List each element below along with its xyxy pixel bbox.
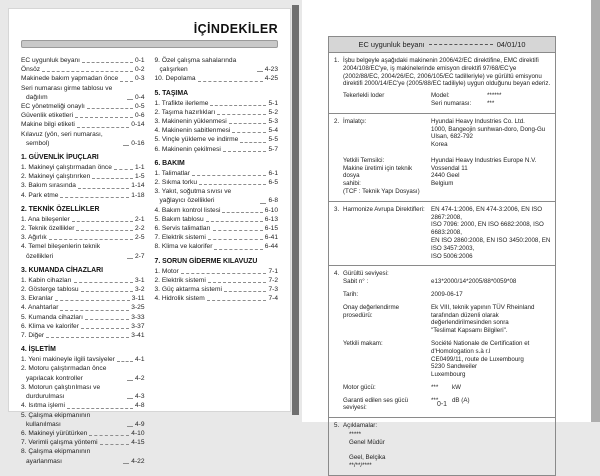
toc-entry [21,181,145,190]
toc-entry [155,56,279,74]
toc-page-number: 4-22 [131,457,145,465]
dash-leader [213,230,263,231]
toc-entry-label: 1. Yeni makineyle ilgili tavsiyeler [21,356,115,364]
toc-entry-label: 2. Makineyi çalıştırırken [21,173,91,181]
toc-entry [21,438,145,447]
certificate-label: Sabit n° : [343,278,369,286]
toc-page-number: 6-41 [264,234,278,242]
toc-entry-label: 4. Isıtma işlemi [21,402,65,410]
declaration-statement: İşbu belgeyle aşağıdaki makinenin 2006/42/EC direktifine, EMC direktifi 2004/108/EC'ye, iş makinelerinde emisyon direktifi 97/68/EC'ye (2002/88/EC, 2004/26/EC, 2006/105/EC tadilleriyle) ve gürültü emisyonu direktifi 2000/14/EC'ye (2005/88/EC tadiliyle) uygun olduğunu beyan ederiz. [343,57,551,88]
dash-leader [206,221,263,222]
standard-line: EN ISO 2860:2008, EN ISO 3450:2008, EN ISO 3457:2003, [431,236,551,252]
toc-entry [155,294,279,303]
toc-entry [155,117,279,126]
toc-entry [21,322,145,331]
toc-entry-label: 3. Bakım sırasında [21,182,76,190]
toc-entry-label: 1. Trafikte ilerleme [154,99,209,107]
dash-leader [72,221,133,222]
dash-leader [232,132,266,133]
toc-section-heading: 1. GÜVENLİK İPUÇLARI [21,154,99,162]
toc-column-left [21,56,145,466]
authority-line: CE0499/11, route de Luxembourg [431,355,524,363]
label-line: Yetkili Temsilci: [343,156,385,164]
toc-entry-label: 5. Çalışma ekipmanının kullanılması [21,411,91,428]
authority-line: 5230 Sandweiler [431,363,478,371]
dash-leader [114,169,133,170]
manufacturer-addresses [431,118,551,196]
label-line [343,149,428,157]
toc-page-number: 4-1 [134,356,145,364]
dash-leader [260,203,266,204]
toc-page-number: 2-7 [134,252,145,260]
section-number: 5. [334,422,340,430]
dash-leader [223,151,267,152]
toc-entry [21,285,145,294]
manufacturer-labels [343,118,431,196]
toc-entry [21,447,145,465]
page-edge-shadow [591,0,600,422]
toc-entry [155,206,279,215]
toc-page-number: 0-16 [131,139,145,147]
toc-columns [21,56,278,466]
toc-entry-label: 4. Anahtarlar [21,304,59,312]
remark-line: Geel, Belçika [349,454,386,462]
toc-entry [155,187,279,205]
standard-line: EN 474-1:2006, EN 474-3:2006, EN ISO 2867:2008, [431,205,543,221]
dash-leader [76,230,133,231]
remarks-text [343,431,551,470]
toc-entry [155,276,279,285]
dash-leader [85,319,129,320]
toc-page-number: 6-5 [268,179,278,187]
toc-entry-label: 3. Motorun çalıştırılması ve durdurulması [21,383,101,401]
toc-entry [21,191,145,200]
toc-page-number: 3-25 [131,304,145,312]
toc-entry [155,145,279,154]
toc-entry-label: 6. Servis talimatları [154,225,211,233]
toc-entry-label: 1. Talimatlar [154,169,190,177]
standard-line: ISO 5006:2006 [431,252,473,260]
toc-entry [155,108,279,117]
dash-leader [81,328,129,329]
declaration-row-3 [329,202,555,267]
toc-entry-label: 4. Temel bileşenlerin teknik özellikleri [21,243,101,260]
toc-page-number: 6-13 [264,215,278,223]
toc-entry-label: 3. Makinenin yüklenmesi [154,118,227,126]
declaration-row-5 [329,418,555,475]
toc-page-number: 1-5 [134,173,145,181]
toc-entry [155,242,279,251]
toc-entry [155,169,279,178]
dash-leader [42,71,133,72]
toc-entry-label: 8. Çalışma ekipmanının ayarlanması [21,448,91,465]
sound-power-label: Garanti edilen ses gücü seviyesi: [343,396,409,412]
remark-line: Genel Müdür [349,438,385,446]
dash-leader [81,291,133,292]
label-line: İmalatçı: [343,117,367,125]
toc-page [8,8,291,465]
machine-type: Tekerlekli loder [343,92,385,100]
dash-leader [181,273,267,274]
toc-page-number: 2-2 [134,225,145,233]
dash-leader [67,408,133,409]
section-number: 4. [334,270,340,278]
toc-entry [21,120,145,129]
toc-entry [21,303,145,312]
toc-entry [21,429,145,438]
declaration-row-2 [329,114,555,202]
toc-entry [21,172,145,181]
toc-entry-label: Kılavuz (yön, seri numarası, sembol) [21,130,103,147]
toc-entry [21,130,145,148]
toc-page-number: 3-37 [131,322,145,330]
toc-page-number: 4-25 [264,75,278,83]
dash-leader [199,184,266,185]
toc-entry-label: 2. Teknik özellikler [21,225,75,233]
toc-page-number: 1-14 [131,182,145,190]
toc-entry-label: 6. Makinenin çekilmesi [154,145,221,153]
dash-leader [207,300,267,301]
dash-leader [120,81,133,82]
toc-page-number: 3-33 [131,313,145,321]
toc-entry-label: 6. Klima ve kalorifer [21,322,79,330]
engine-power-value: *** [431,383,439,391]
toc-entry [21,84,145,102]
dash-leader [46,337,129,338]
toc-entry [155,285,279,294]
page-spine-shadow [292,5,299,415]
toc-page-number: 5-7 [268,145,278,153]
toc-section-heading: 3. KUMANDA CİHAZLARI [21,266,104,274]
procedure-text [431,304,551,335]
dash-leader [82,62,133,63]
address-line: 1000, Bangeojin sunhwan-doro, Dong-Gu [431,125,546,133]
toc-page-number: 4-2 [134,374,145,382]
remark-line [349,447,551,455]
toc-entry [155,224,279,233]
toc-entry [21,233,145,242]
toc-page-number: 7-2 [268,276,278,284]
standards-list [431,206,551,261]
toc-entry [21,364,145,382]
dash-leader [217,114,266,115]
toc-page-number: 2-5 [134,234,145,242]
toc-entry-label: 7. Verimli çalışma yöntemi [21,439,98,447]
toc-section-heading: 4. İŞLETİM [21,346,56,354]
toc-page-number: 6-15 [264,225,278,233]
toc-entry-label: 3. Güç aktarma sistemi [154,286,222,294]
toc-entry [21,355,145,364]
address-line [431,149,551,157]
toc-entry-label: 5. Kumanda cihazları [21,313,83,321]
toc-entry-label: 7. Elektrik sistemi [154,234,206,242]
authority-line: Luxembourg [431,371,466,379]
dash-leader [198,81,263,82]
toc-entry-label: 1. Kabin cihazları [21,276,72,284]
declaration-row-1 [329,53,555,114]
address-line: Belgium [431,180,454,188]
toc-entry [21,411,145,429]
toc-page-number: 5-5 [268,136,278,144]
toc-page-number: 5-4 [268,127,278,135]
serial-value: *** [487,99,495,107]
label-line: Makine üretimi için teknik dosya [343,164,413,180]
dash-leader [74,282,133,283]
remark-line: ***** [349,431,362,439]
toc-entry-label: 1. Ana bileşenler [21,215,70,223]
label-line [343,141,428,149]
dash-leader [208,282,267,283]
toc-page-number: 0-5 [134,103,145,111]
declaration-header [329,37,555,53]
toc-entry-label: 9. Özel çalışma sahalarında çalışırken [154,57,237,74]
toc-entry-label: Makine bilgi etiketi [21,121,75,129]
dash-leader [60,197,129,198]
dash-leader [229,123,267,124]
authority-label: Yetkili makam: [343,339,383,347]
toc-entry [21,163,145,172]
toc-entry-label: 3. Ekranlar [21,295,53,303]
toc-entry-label: Makinede bakım yapmadan önce [21,75,119,83]
toc-entry [155,74,279,83]
toc-entry-label: Önsöz [21,66,41,74]
toc-page-number: 7-1 [268,267,278,275]
toc-entry-label: 2. Gösterge tablosu [21,286,79,294]
toc-page-number: 3-2 [134,286,145,294]
toc-entry-label: 2. Motoru çalıştırmadan önce yapılacak kontroller [21,365,107,382]
toc-entry-label: Güvenlik etiketleri [21,112,74,120]
toc-entry-label: 3. Yakıt, soğutma sıvısı ve yağlayıcı özellikleri [154,188,232,205]
noise-section-label: Gürültü seviyesi: [343,270,389,278]
section-number: 1. [334,57,340,64]
toc-entry-label: Seri numarası girme tablosu ve dağılım [21,84,113,101]
toc-entry [21,331,145,340]
toc-section-heading: 5. TAŞIMA [154,89,189,97]
toc-entry [155,215,279,224]
sound-power-value: *** [431,396,439,404]
toc-entry-label: 1. Makineyi çalıştırmadan önce [21,164,112,172]
toc-entry [155,178,279,187]
toc-entry [21,56,145,65]
toc-entry [21,383,145,401]
dash-leader [224,291,267,292]
dash-leader [87,108,133,109]
dash-leader [192,175,267,176]
toc-page-number: 1-18 [131,191,145,199]
address-line: Hyundai Heavy Industries Co. Ltd. [431,117,525,125]
toc-entry-label: 8. Klima ve kalorifer [154,243,213,251]
remark-line: **/**/**** [349,462,372,470]
toc-entry-label: 4. Hidrolik sistem [154,295,205,303]
toc-page-number: 7-4 [268,295,278,303]
toc-section-heading: 6. BAKIM [154,159,185,167]
toc-entry-label: 10. Depolama [154,75,196,83]
toc-page-number: 4-9 [134,420,145,428]
toc-entry-label: 2. Sıkma torku [154,179,198,187]
toc-entry-label: 4. Park etme [21,191,59,199]
engine-power-unit: kW [451,383,461,391]
toc-entry [155,126,279,135]
address-line: Korea [431,141,448,149]
dash-leader [78,188,129,189]
toc-entry [155,233,279,242]
toc-page-number: 4-23 [264,66,278,74]
dash-leader [214,249,262,250]
toc-page-number: 1-1 [134,164,145,172]
sound-power-unit: dB (A) [451,396,470,404]
model-label: Model: [431,92,450,100]
model-value: ****** [487,92,502,100]
toc-entry [155,99,279,108]
dash-leader [208,239,263,240]
serial-label: Seri numarası: [431,99,472,107]
toc-page-number: 4-3 [134,393,145,401]
address-line: Vossendal 11 [431,164,468,172]
toc-page-number: 5-3 [268,118,278,126]
toc-page-number: 0-2 [134,66,145,74]
toc-page-number: 0-6 [134,112,145,120]
toc-page-number: 0-4 [134,93,145,101]
dash-leader [429,44,493,45]
section-number: 3. [334,205,340,213]
label-line: (TCF : Teknik Yapı Dosyası) [343,187,420,195]
ec-declaration-page [302,0,592,470]
toc-section-heading: 7. SORUN GİDERME KILAVUZU [154,257,258,265]
declaration-title: EC uygunluk beyanı [358,39,425,49]
date-value: 2009-06-17 [431,290,463,298]
dash-leader [89,435,129,436]
toc-page-number: 0-14 [131,121,145,129]
dash-leader [240,142,266,143]
page-title: İÇİNDEKİLER [193,22,278,36]
toc-entry [155,135,279,144]
dash-leader [92,178,133,179]
address-line: 2440 Geel [431,172,460,180]
dash-leader [127,380,133,381]
dash-leader [127,258,133,259]
toc-page-number: 6-44 [264,243,278,251]
dash-leader [77,127,129,128]
toc-entry-label: 3. Ağırlık [21,234,47,242]
toc-entry [21,102,145,111]
dash-leader [123,463,129,464]
certificate-value: e13*2000/14*2005/88*0059*08 [431,278,517,286]
toc-entry-label: 1. Motor [154,267,179,275]
address-line: Hyundai Heavy Industries Europe N.V. [431,156,537,164]
toc-entry [21,313,145,322]
dash-leader [127,398,133,399]
toc-page-number: 7-3 [268,286,278,294]
toc-page-number: 5-1 [268,99,278,107]
toc-entry [21,401,145,410]
dash-leader [222,212,262,213]
dash-leader [75,117,133,118]
toc-entry-label: EC uygunluk beyanı [21,57,81,64]
toc-entry-label: 7. Diğer [21,332,45,340]
toc-page-number: 6-10 [264,206,278,214]
toc-page-number: 0-1 [134,57,145,64]
toc-entry [155,267,279,276]
toc-entry [21,276,145,285]
page-number: 0-1 [436,401,448,408]
dash-leader [55,300,130,301]
toc-page-number: 4-10 [131,429,145,437]
declaration-date: 04/01/10 [496,39,526,49]
declaration-table [328,36,556,476]
toc-entry [21,74,145,83]
toc-entry-label: 2. Taşıma hazırlıkları [154,108,216,116]
dash-leader [49,239,133,240]
authority-address [431,340,551,379]
dash-leader [123,145,129,146]
toc-page-number: 3-41 [131,332,145,340]
dash-leader [117,361,133,362]
dash-leader [60,310,129,311]
procedure-line: "Teslimat Kapsamı Bilgileri". [431,327,508,335]
toc-entry [21,215,145,224]
toc-entry-label: 4. Makinenin sabitlenmesi [154,127,231,135]
toc-page-number: 3-1 [134,276,145,284]
toc-divider-bar [21,40,278,48]
section-number: 2. [334,117,340,125]
engine-power-label: Motor gücü: [343,383,376,391]
toc-entry-label: 5. Bakım tablosu [154,215,204,223]
toc-page-number: 6-1 [268,169,278,177]
dash-leader [127,426,133,427]
dash-leader [100,444,130,445]
label-line: sahibi: [343,180,361,188]
toc-page-number: 2-1 [134,215,145,223]
toc-page-number: 5-2 [268,108,278,116]
toc-entry [21,111,145,120]
standard-line: ISO 7096: 2000, EN ISO 6682:2008, ISO 6683:2008, [431,221,544,237]
spacer [343,100,431,108]
toc-entry [21,65,145,74]
remarks-label: Açıklamalar: [343,422,378,430]
toc-entry [21,242,145,260]
date-label: Tarih: [343,290,359,298]
authority-line: Société Nationale de Certification et d'Homologation s.à r.l [431,339,530,355]
toc-column-right [155,56,279,466]
toc-entry-label: 5. Vinçle yükleme ve indirme [154,136,239,144]
toc-entry [21,224,145,233]
dash-leader [127,99,133,100]
procedure-label: Onay değerlendirme prosedürü: [343,303,400,319]
toc-section-heading: 2. TEKNİK ÖZELLİKLER [21,205,100,213]
toc-page-number: 3-11 [131,295,145,303]
declaration-row-4 [329,266,555,418]
dash-leader [210,105,266,106]
procedure-line: Ek VIII, teknik yapının TÜV Rheinland tarafından düzenli olarak değerlendirilmesinden sonra [431,303,535,327]
toc-page-number: 0-3 [134,75,145,83]
toc-entry-label: 2. Elektrik sistemi [154,276,206,284]
toc-page-number: 4-8 [134,402,145,410]
toc-entry-label: 6. Makineyi yürütürken [21,429,88,437]
toc-page-number: 6-8 [268,197,278,205]
standards-label: Harmonize Avrupa Direktifleri: [343,205,425,213]
dash-leader [257,71,263,72]
label-line [343,133,428,141]
label-line [343,126,428,134]
toc-page-number: 4-15 [131,439,145,447]
toc-entry-label: 4. Bakım kontrol listesi [154,206,221,214]
address-line: Ulsan, 682-792 [431,133,473,141]
toc-entry-label: EC yönetmeliği onaylı [21,103,85,111]
toc-entry [21,294,145,303]
